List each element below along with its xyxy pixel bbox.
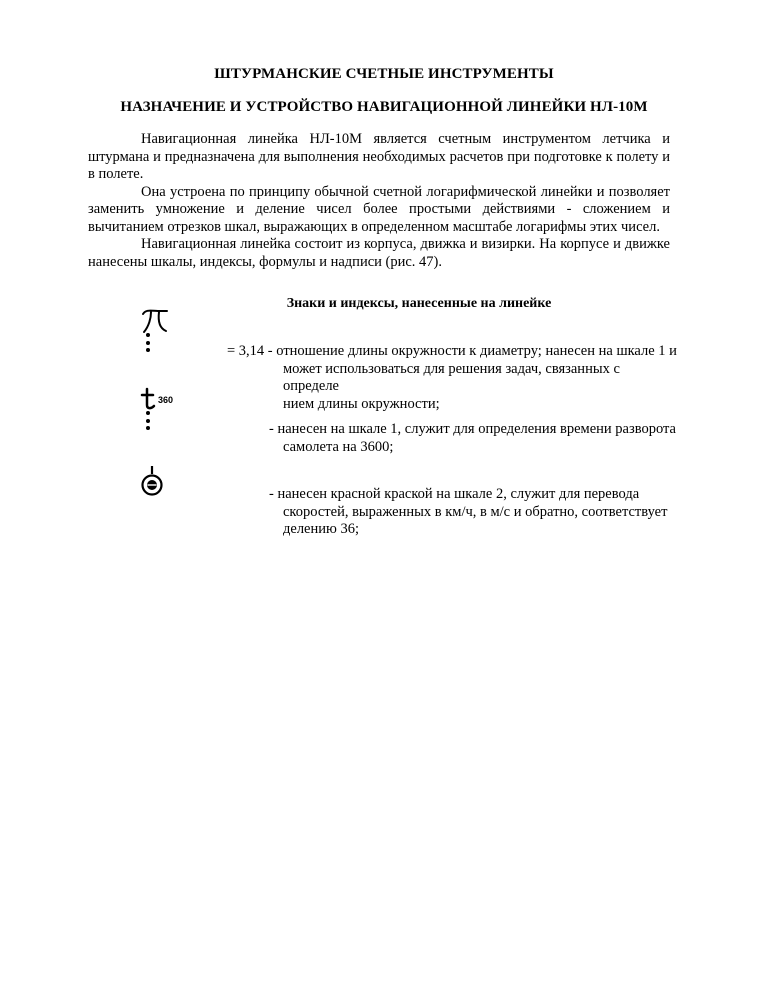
pi-symbol-icon [140, 308, 170, 339]
item-speed-index-text [269, 486, 689, 539]
paragraph: Навигационная линейка НЛ-10М является счетным инструментом летчика и штурмана и предназначена для выполнения необходимых расчетов при подготовке к полету и в полете. [88, 131, 670, 182]
item-line: - нанесен красной краской на шкале 2, служит для перевода [269, 486, 640, 502]
item-line: нием длины окружности; [283, 395, 440, 412]
item-pi-text [227, 343, 677, 413]
section-title: НАЗНАЧЕНИЕ И УСТРОЙСТВО НАВИГАЦИОННОЙ ЛИНЕЙКИ НЛ-10М [120, 99, 648, 115]
item-line: самолета на 3600; [283, 438, 394, 455]
item-t360-text [269, 421, 689, 456]
subheading: Знаки и индексы, нанесенные на линейке [286, 296, 552, 311]
item-line: может использоваться для решения задач, связанных с определе [283, 360, 620, 394]
paragraph: Навигационная линейка состоит из корпуса, движка и визирки. На корпусе и движке нанесены шкалы, индексы, формулы и надписи (рис. 47). [88, 236, 670, 270]
paragraph: Она устроена по принципу обычной счетной логарифмической линейки и позволяет заменить умножение и деление чисел более простыми действиями - сложением и вычитанием отрезков шкал, выражающих в определенном масштабе логарифмы этих чисел. [88, 183, 670, 235]
item-line: скоростей, выраженных в км/ч, в м/с и обратно, соответствует [283, 503, 668, 520]
item-line: - нанесен на шкале 1, служит для определения времени разворота [269, 421, 676, 437]
item-line: = 3,14 - отношение длины окружности к диаметру; нанесен на шкале 1 и [227, 343, 677, 359]
t360-subscript: 360 [158, 395, 174, 405]
dotted-index-icon [146, 411, 150, 434]
dotted-index-icon [146, 333, 150, 356]
speed-index-icon [140, 465, 164, 504]
item-line: делению 36; [283, 521, 359, 537]
document-title: ШТУРМАНСКИЕ СЧЕТНЫЕ ИНСТРУМЕНТЫ [214, 66, 554, 82]
intro-text [88, 131, 670, 271]
